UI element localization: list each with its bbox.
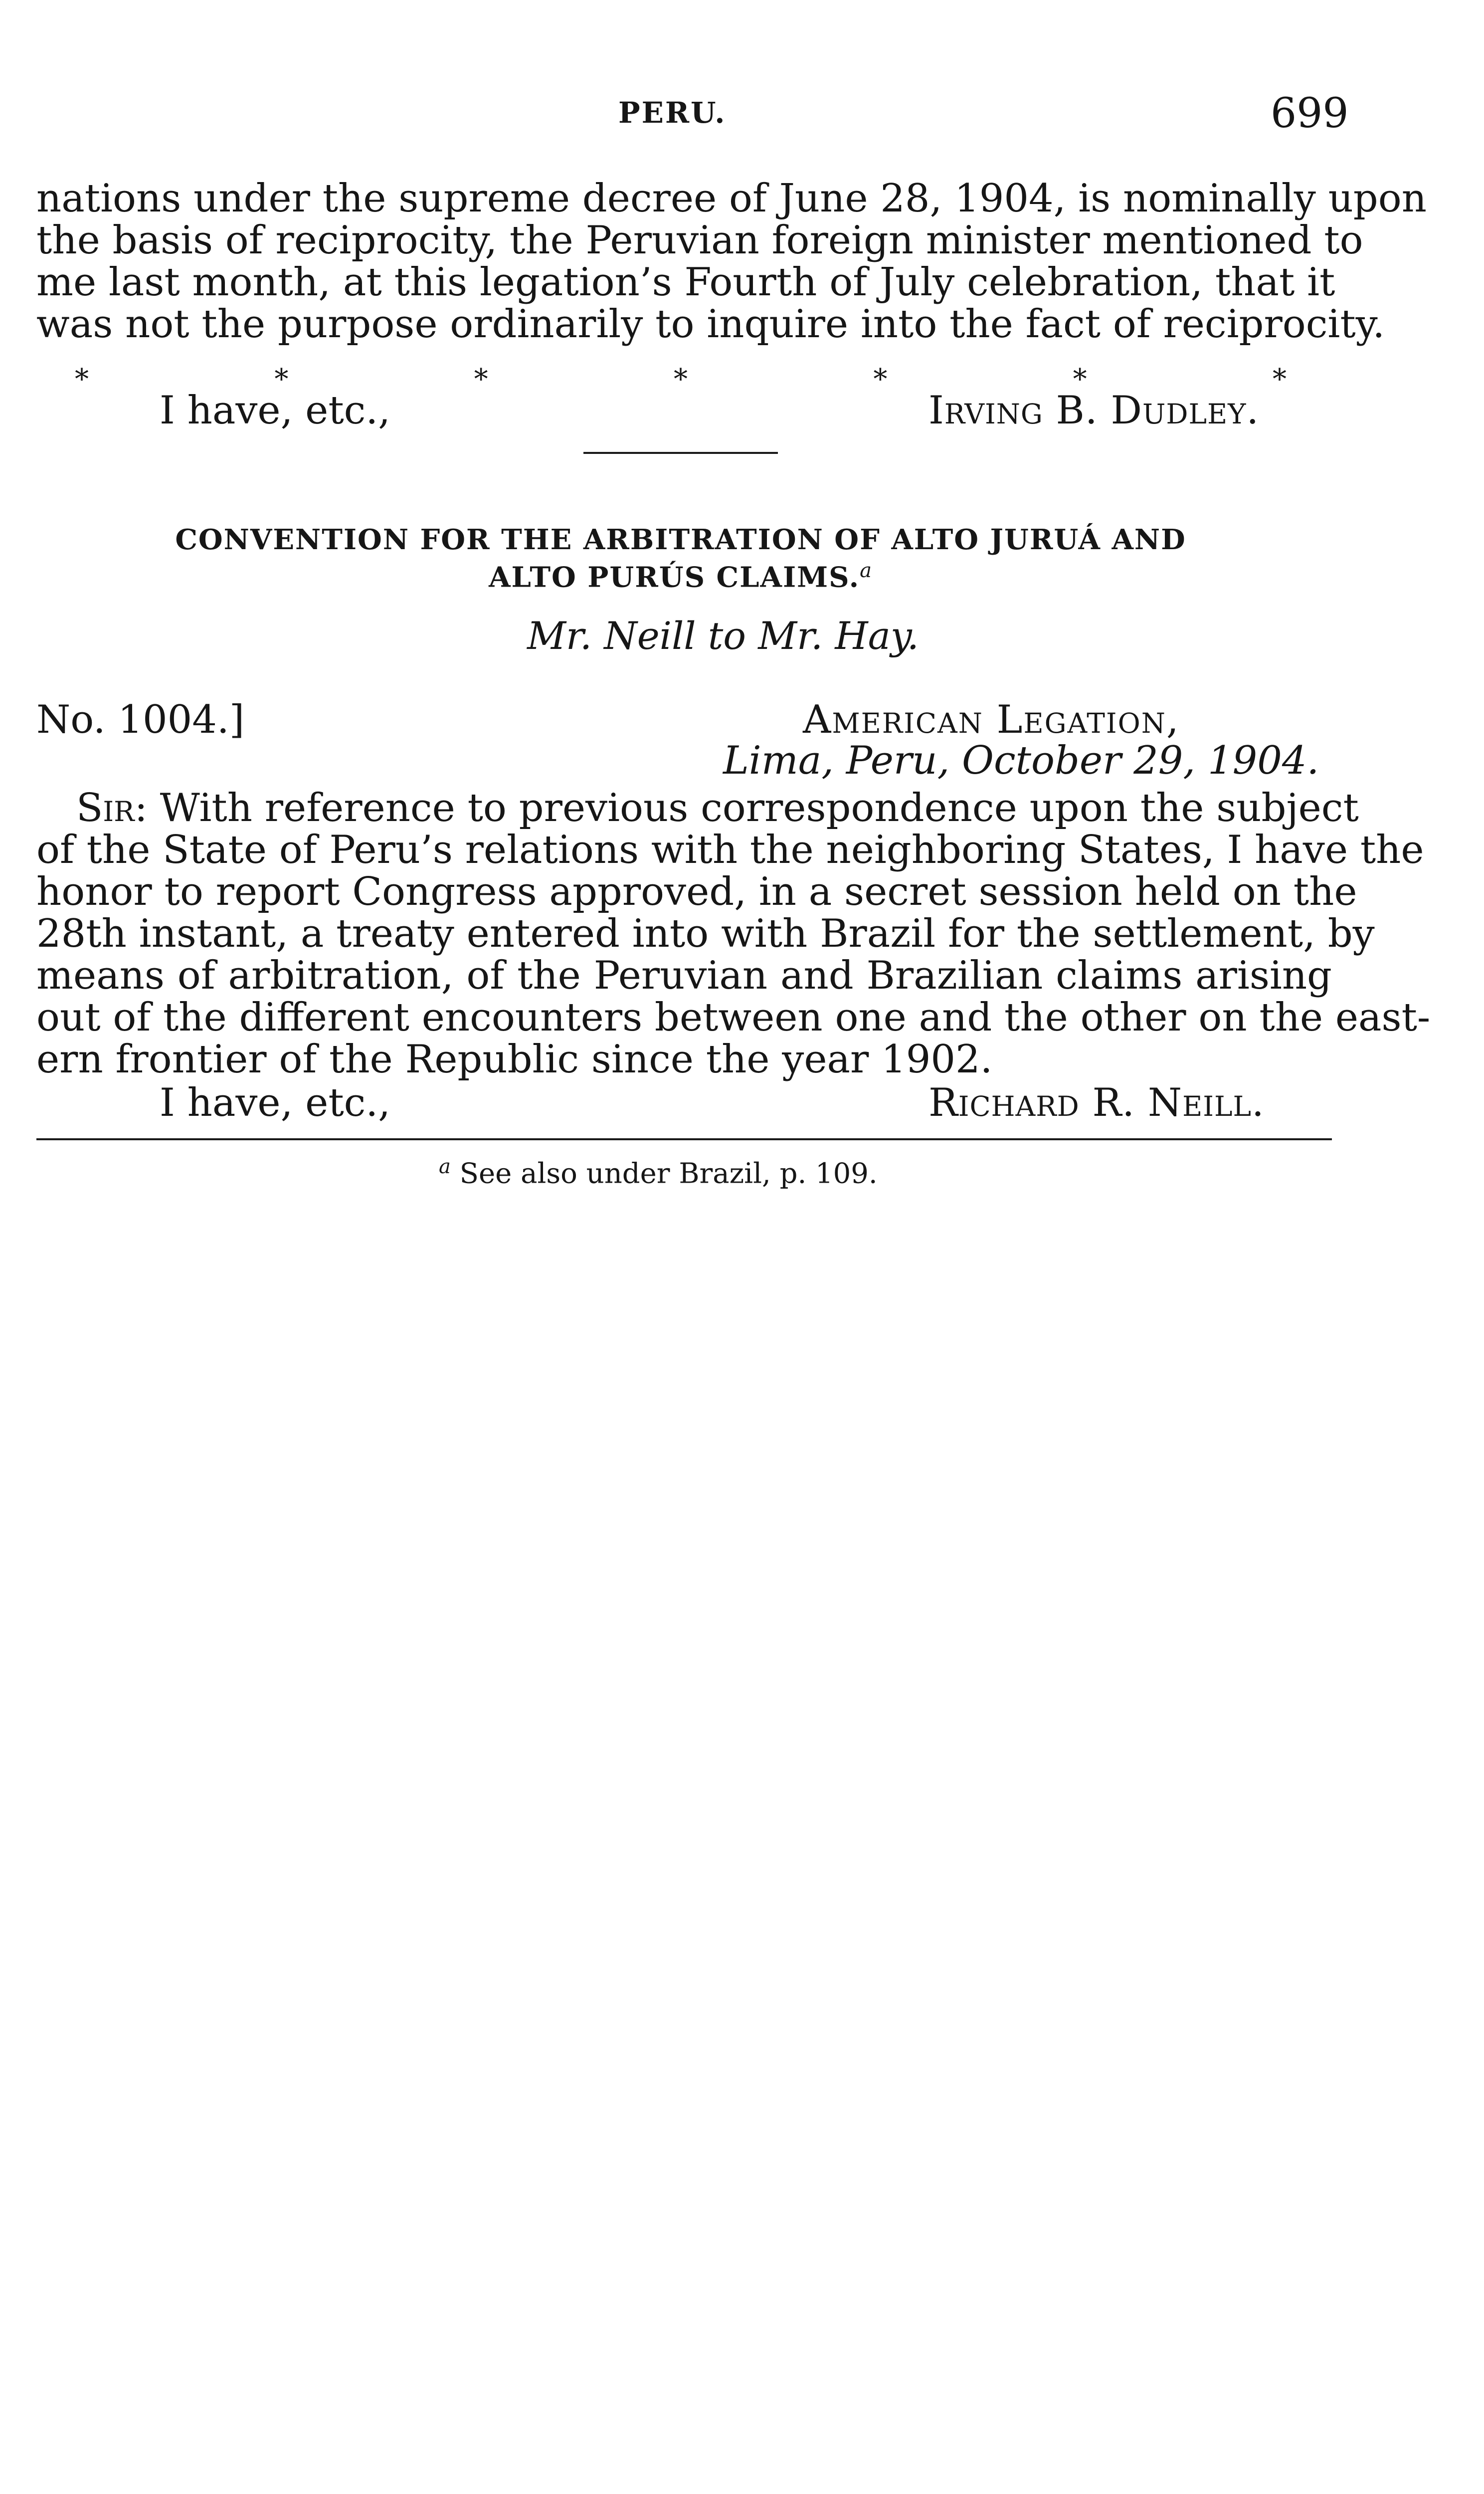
letter-line-2: of the State of Peru’s relations with the neighboring States, I have the [36,828,1424,872]
continuation-line-2: the basis of reciprocity, the Peruvian foreign minister mentioned to [36,218,1363,263]
footnote-reference: a [860,559,873,582]
letter-line-7: ern frontier of the Republic since the year 1902. [36,1037,993,1082]
letter-line-3: honor to report Congress approved, in a secret session held on the [36,869,1357,914]
continuation-line-1: nations under the supreme decree of June 28, 1904, is nominally upon [36,176,1427,221]
dateline: Lima, Peru, October 29, 1904. [723,738,1319,783]
signature-dudley: Irving B. Dudley. [928,388,1260,433]
asterisk: * [873,363,888,396]
dispatch-number: No. 1004.] [36,697,245,742]
salutation: Sir [76,786,135,831]
asterisk: * [75,363,89,396]
letter-line-5: means of arbitration, of the Peruvian and Brazilian claims arising [36,953,1332,998]
asterisk: * [673,363,688,396]
letter-line-6: out of the different encounters between one and the other on the east- [36,995,1431,1040]
section-heading [80,525,1282,555]
footnote-rule [36,1138,1332,1140]
letter-closing: I have, etc., [160,1080,390,1125]
continuation-line-3: me last month, at this legation’s Fourth of July celebration, that it [36,260,1335,305]
heading-line-1: CONVENTION FOR THE ARBITRATION OF ALTO JURUÁ AND [175,523,1186,556]
footnote [439,1155,878,1190]
signature-neill: Richard R. Neill. [928,1080,1265,1125]
closing-phrase: I have, etc., [160,388,390,433]
running-head: PERU. [618,96,727,130]
letter-line-4: 28th instant, a treaty entered into with Brazil for the settlement, by [36,911,1375,956]
footnote-mark: a [439,1155,451,1178]
asterisk: * [1073,363,1087,396]
section-divider [583,452,778,454]
letter-line-1-text: : With reference to previous correspondence upon the subject [134,786,1359,831]
asterisk: * [274,363,289,396]
heading-line-2: ALTO PURÚS CLAIMS. [489,561,860,594]
section-heading-continued [80,556,1282,593]
page-number: 699 [1271,90,1349,137]
letter-line-1 [36,786,1359,831]
continuation-line-4: was not the purpose ordinarily to inquire into the fact of reciprocity. [36,302,1385,347]
correspondence-subheading: Mr. Neill to Mr. Hay. [527,614,919,658]
asterisk: * [1272,363,1287,396]
legation-name: American Legation, [803,697,1180,742]
asterisk: * [474,363,488,396]
footnote-text: See also under Brazil, p. 109. [459,1157,878,1190]
